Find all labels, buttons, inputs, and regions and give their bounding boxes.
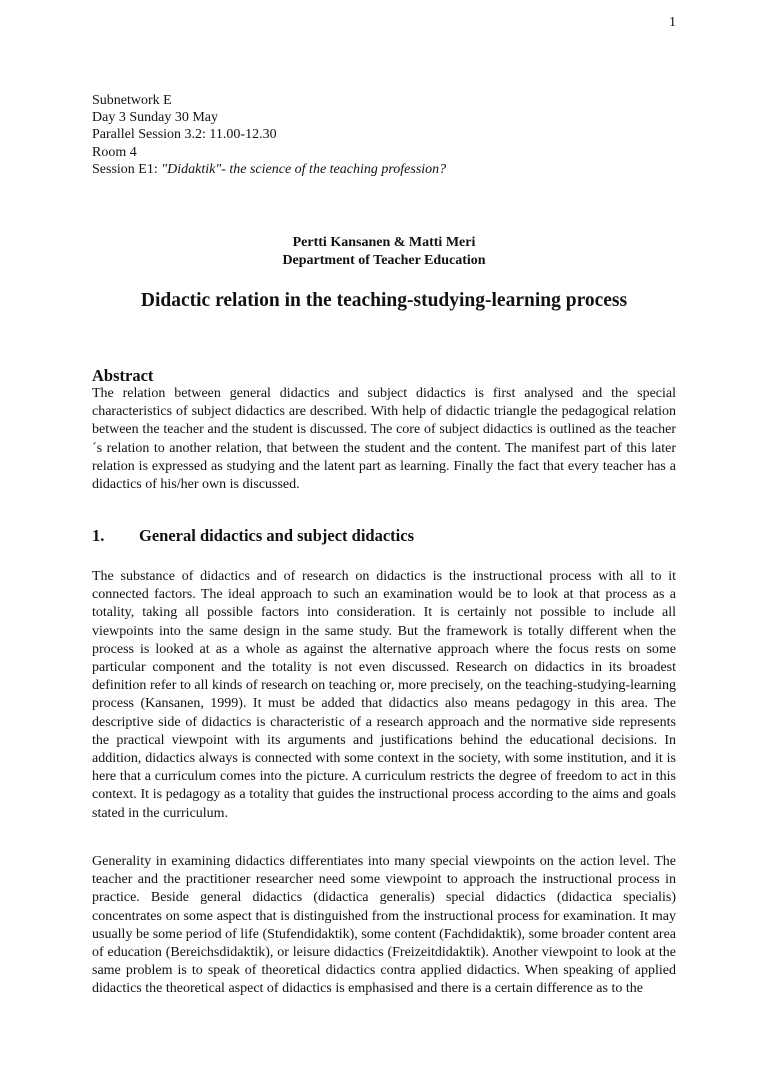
session-line: [92, 161, 682, 178]
abstract-text: The relation between general didactics and subject didactics is first analysed and the special characteristics of subject didactics are described. With help of didactic triangle the pedagogical relation between the teacher and the student is discussed. The core of subject didactics is outlined as the teacher´s relation to another relation, that between the student and the content. The manifest part of this later relation is expressed as studying and the latent part as learning. Finally the fact that every teacher has a didactics of his/her own is discussed.: [92, 386, 676, 493]
section-title: General didactics and subject didactics: [139, 526, 414, 545]
section-number: 1.: [92, 526, 105, 545]
room-line: Room 4: [92, 144, 137, 160]
body-paragraph: Generality in examining didactics differentiates into many special viewpoints on the action level. The teacher and the practitioner researcher need some viewpoint to approach the instructional process in practice. Beside general didactics (didactica generalis) special didactics (didactica specialis) concentrates on some aspect that is distinguished from the instructional process for examination. It may usually be some period of life (Stufendidaktik), some content (Fachdidaktik), some broader content area of education (Bereichsdidaktik), or leisure didactics (Freizeitdidaktik). Another viewpoint to look at the same problem is to speak of theoretical didactics contra applied didactics. When speaking of applied didactics the theoretical aspect of didactics is emphasised and there is a certain difference as to the: [92, 854, 676, 997]
section-heading: [92, 526, 414, 546]
parallel-session-line: Parallel Session 3.2: 11.00-12.30: [92, 127, 277, 143]
body-paragraph: The substance of didactics and of research on didactics is the instructional process with all to it connected factors. The ideal approach to such an examination would be to look at that process as a totality, taking all possible factors into consideration. It is certainly not possible to include all viewpoints into the same design in the same study. But the framework is totally different when the process is looked at as a whole as against the alternative approach where the focus rests on some particular component and the totality is not even discussed. Research on didactics in its broadest definition refer to all kinds of research on teaching or, more precisely, on the teaching-studying-learning process (Kansanen, 1999). It must be added that didactics also means pedagogy in this area. The descriptive side of didactics is characteristic of a research approach and the normative side represents the practical viewpoint with its arguments and justifications behind the educational decisions. In addition, didactics always is connected with some context in the society, with some institution, and it is here that a curriculum comes into the picture. A curriculum restricts the degree of freedom to act in this context. It is pedagogy as a totality that guides the instructional process according to the aims and goals stated in the curriculum.: [92, 569, 676, 821]
page-number: 1: [669, 15, 676, 30]
day-line: Day 3 Sunday 30 May: [92, 110, 218, 126]
department: Department of Teacher Education: [282, 252, 486, 268]
session-prefix: Session E1:: [92, 161, 162, 177]
subnetwork-line: Subnetwork E: [92, 93, 172, 108]
session-info: [92, 92, 682, 178]
abstract-heading: Abstract: [92, 366, 154, 385]
paper-title: Didactic relation in the teaching-studying-learning process: [140, 290, 628, 311]
authors-block: [92, 234, 676, 269]
author-names: Pertti Kansanen & Matti Meri: [292, 235, 476, 250]
session-title: "Didaktik"- the science of the teaching profession?: [161, 161, 447, 177]
